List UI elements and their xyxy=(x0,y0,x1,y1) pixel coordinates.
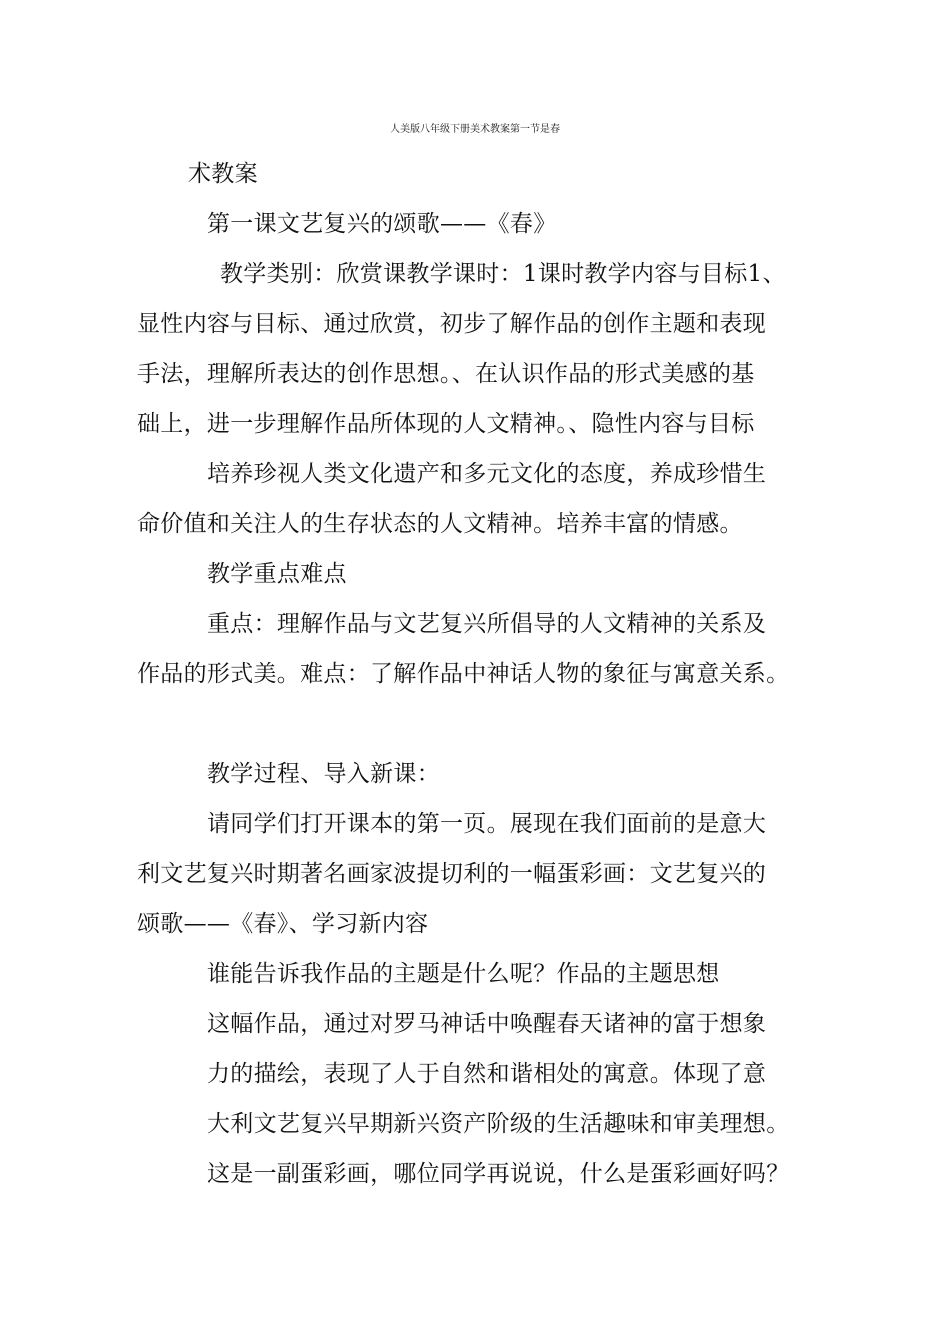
text-line: 培养珍视人类文化遗产和多元文化的态度，养成珍惜生 xyxy=(207,461,767,487)
text-line: 这幅作品，通过对罗马神话中唤醒春天诸神的富于想象 xyxy=(207,1011,767,1037)
section-heading: 教学重点难点 xyxy=(207,561,347,587)
text-line: 教学类别：欣赏课教学课时：1课时教学内容与目标1、 xyxy=(220,261,786,287)
text-line: 第一课文艺复兴的颂歌——《春》 xyxy=(207,211,557,237)
text-line: 力的描绘，表现了人于自然和谐相处的寓意。体现了意 xyxy=(207,1061,767,1087)
section-heading: 教学过程、导入新课： xyxy=(207,761,440,787)
text-line: 显性内容与目标、通过欣赏，初步了解作品的创作主题和表现 xyxy=(137,311,767,337)
text-line: 术教案 xyxy=(188,161,258,187)
text-line: 命价值和关注人的生存状态的人文精神。培养丰富的情感。 xyxy=(137,511,743,537)
document-title: 人美版八年级下册美术教案第一节是春 xyxy=(390,124,560,135)
text-line: 谁能告诉我作品的主题是什么呢？作品的主题思想 xyxy=(207,961,720,987)
text-line: 请同学们打开课本的第一页。展现在我们面前的是意大 xyxy=(207,811,767,837)
text-line: 颂歌——《春》、学习新内容 xyxy=(137,911,429,937)
text-line: 这是一副蛋彩画，哪位同学再说说，什么是蛋彩画好吗？ xyxy=(207,1161,790,1187)
text-line: 大利文艺复兴早期新兴资产阶级的生活趣味和审美理想。 xyxy=(207,1111,790,1137)
text-line: 手法，理解所表达的创作思想。、在认识作品的形式美感的基 xyxy=(137,361,755,387)
text-line: 利文艺复兴时期著名画家波提切利的一幅蛋彩画：文艺复兴的 xyxy=(137,861,767,887)
text-line: 作品的形式美。难点：了解作品中神话人物的象征与寓意关系。 xyxy=(137,661,790,687)
text-line: 重点：理解作品与文艺复兴所倡导的人文精神的关系及 xyxy=(207,611,767,637)
text-line: 础上，进一步理解作品所体现的人文精神。、隐性内容与目标 xyxy=(137,411,755,437)
